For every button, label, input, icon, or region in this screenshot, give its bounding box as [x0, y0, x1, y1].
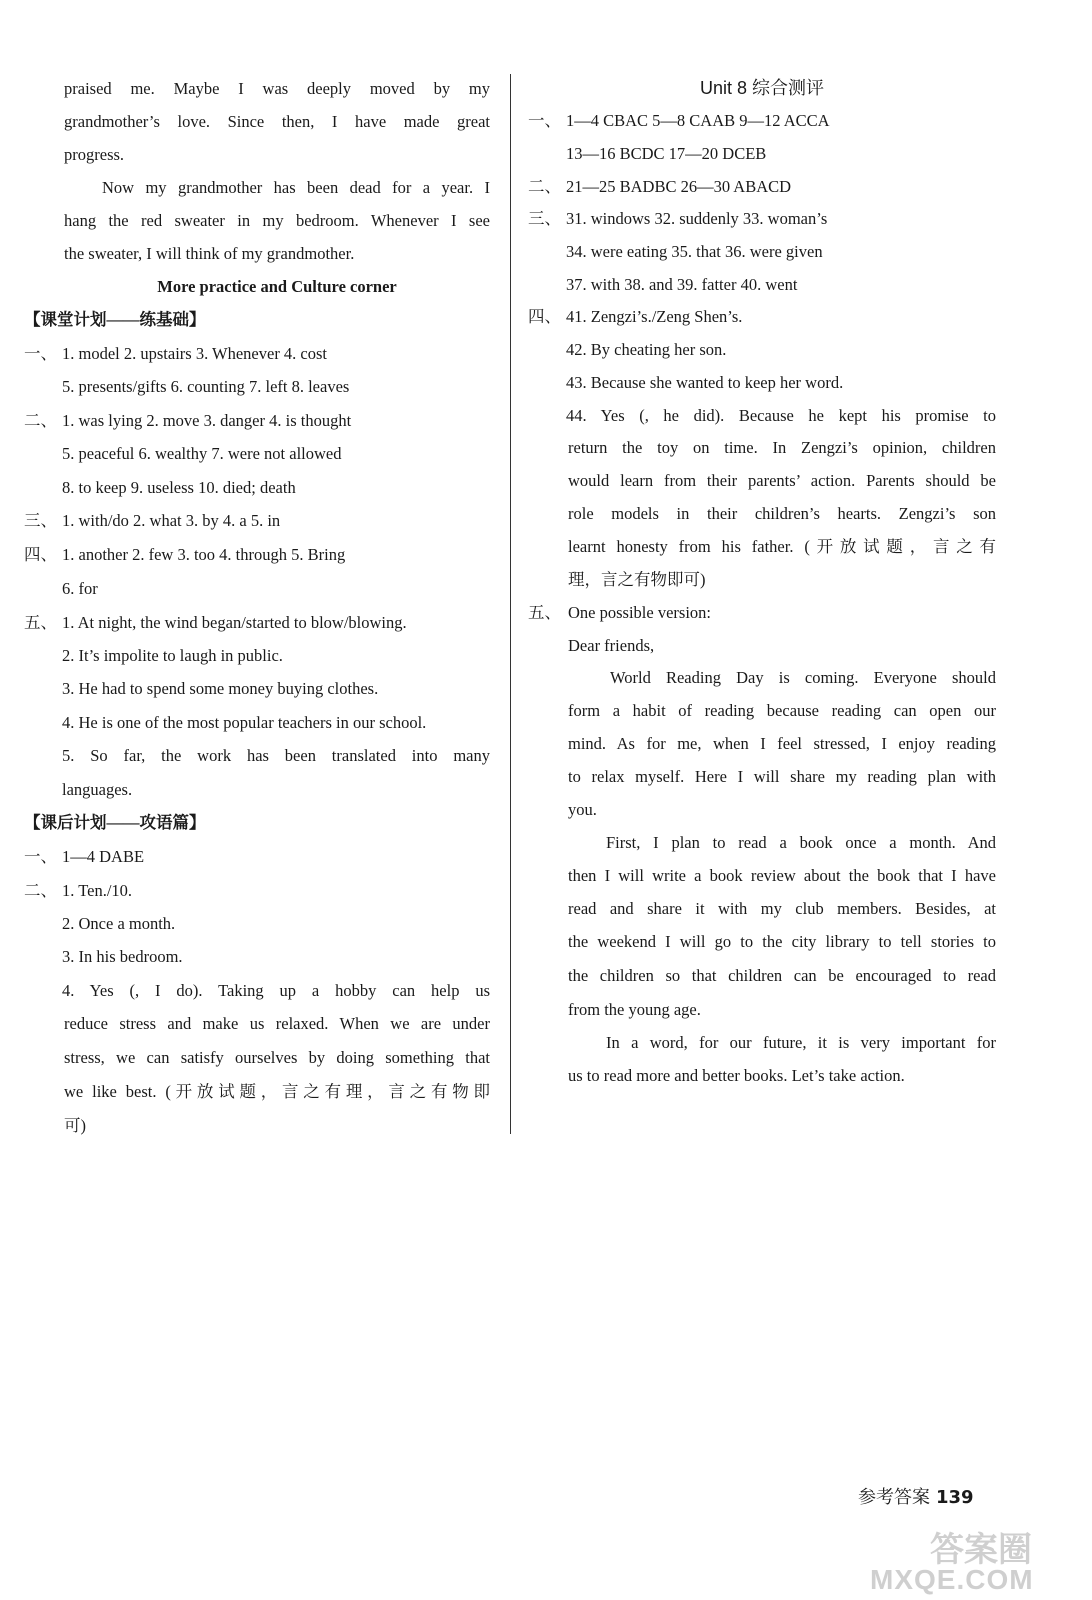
answer-line: 3. In his bedroom.: [62, 947, 183, 966]
answer-line: return the toy on time. In Zengzi’s opinion, children: [568, 438, 996, 457]
essay-line: the weekend I will go to the city library to tell stories to: [568, 932, 996, 951]
answer-line: 1—4 CBAC 5—8 CAAB 9—12 ACCA: [566, 111, 830, 130]
essay-line: the children so that children can be encouraged to read: [568, 966, 996, 985]
answer-line: learnt honesty from his father. (开放试题，言之有: [568, 537, 996, 556]
essay-line: World Reading Day is coming. Everyone should: [610, 668, 996, 687]
answer-line: 2. Once a month.: [62, 914, 176, 933]
section-title: More practice and Culture corner: [157, 277, 397, 296]
answer-line: role models in their children’s hearts. Zengzi’s son: [568, 504, 996, 523]
essay-line: you.: [568, 800, 597, 819]
answer-line: 37. with 38. and 39. fatter 40. went: [566, 275, 798, 294]
answer-line: 1. with/do 2. what 3. by 4. a 5. in: [62, 511, 281, 530]
page-footer: [858, 1483, 998, 1509]
question-mark: 五、: [528, 603, 561, 622]
after-plan-heading: 【课后计划——攻语篇】: [24, 813, 206, 832]
answer-line: 6. for: [62, 579, 98, 598]
question-mark: 二、: [528, 177, 561, 196]
unit-title: Unit 8 综合测评: [699, 78, 825, 98]
watermark-logo-text: 答案圈: [930, 1531, 1032, 1569]
answer-line: 4. He is one of the most popular teachers in our school.: [62, 713, 427, 732]
answer-line: 1. another 2. few 3. too 4. through 5. Bring: [62, 545, 346, 564]
question-mark: 四、: [24, 545, 57, 564]
class-plan-heading: 【课堂计划——练基础】: [24, 310, 206, 329]
answer-line: stress, we can satisfy ourselves by doing something that: [64, 1048, 490, 1067]
page-number: 139: [936, 1487, 974, 1508]
essay-line: read and share it with my club members. Besides, at: [568, 899, 996, 918]
answer-line: 31. windows 32. suddenly 33. woman’s: [566, 209, 828, 228]
answer-line: One possible version:: [568, 603, 711, 622]
essay-line: us to read more and better books. Let’s take action.: [568, 1066, 905, 1085]
answer-line: 1. was lying 2. move 3. danger 4. is thought: [62, 411, 352, 430]
answer-line: 1. model 2. upstairs 3. Whenever 4. cost: [62, 344, 328, 363]
essay-line: from the young age.: [568, 1000, 701, 1019]
answer-line: 5. peaceful 6. wealthy 7. were not allowed: [62, 444, 342, 463]
answer-line: reduce stress and make us relaxed. When we are under: [64, 1014, 490, 1033]
answer-line: 42. By cheating her son.: [566, 340, 727, 359]
essay-line: to relax myself. Here I will share my reading plan with: [568, 767, 996, 786]
essay-line: First, I plan to read a book once a month. And: [606, 833, 996, 852]
answer-line: 5. presents/gifts 6. counting 7. left 8. leaves: [62, 377, 350, 396]
answer-line: would learn from their parents’ action. Parents should be: [568, 471, 996, 490]
answer-line: 44. Yes (, he did). Because he kept his promise to: [566, 406, 996, 425]
text-line: progress.: [64, 145, 125, 164]
essay-line: mind. As for me, when I feel stressed, I enjoy reading: [568, 734, 996, 753]
text-line: the sweater, I will think of my grandmother.: [64, 244, 355, 263]
essay-line: In a word, for our future, it is very important for: [606, 1033, 996, 1052]
answer-line: 4. Yes (, I do). Taking up a hobby can help us: [62, 981, 490, 1000]
answer-line: 2. It’s impolite to laugh in public.: [62, 646, 283, 665]
answer-line: 43. Because she wanted to keep her word.: [566, 373, 844, 392]
question-mark: 一、: [528, 111, 561, 130]
answer-line: 理，言之有物即可): [568, 570, 706, 589]
question-mark: 三、: [528, 209, 561, 228]
question-mark: 三、: [24, 511, 57, 530]
question-mark: 一、: [24, 847, 57, 866]
text-line: hang the red sweater in my bedroom. Whenever I see: [64, 211, 490, 230]
essay-line: form a habit of reading because reading can open our: [568, 701, 996, 720]
answer-line: 41. Zengzi’s./Zeng Shen’s.: [566, 307, 743, 326]
answer-line: 1. Ten./10.: [62, 881, 133, 900]
answer-line: 可): [64, 1116, 86, 1135]
text-line: Now my grandmother has been dead for a year. I: [102, 178, 490, 197]
essay-line: then I will write a book review about the book that I have: [568, 866, 996, 885]
text-line: praised me. Maybe I was deeply moved by my: [64, 79, 490, 98]
answer-line: 8. to keep 9. useless 10. died; death: [62, 478, 296, 497]
answer-line: languages.: [62, 780, 133, 799]
text-line: grandmother’s love. Since then, I have made great: [64, 112, 490, 131]
answer-line: 5. So far, the work has been translated into many: [62, 746, 490, 765]
question-mark: 五、: [24, 613, 57, 632]
answer-line: 21—25 BADBC 26—30 ABACD: [566, 177, 792, 196]
answer-line: we like best. (开放试题，言之有理，言之有物即: [64, 1082, 490, 1101]
question-mark: 一、: [24, 344, 57, 363]
answer-line: 34. were eating 35. that 36. were given: [566, 242, 823, 261]
answer-line: 3. He had to spend some money buying clothes.: [62, 679, 379, 698]
question-mark: 四、: [528, 307, 561, 326]
question-mark: 二、: [24, 881, 57, 900]
column-divider: [510, 74, 511, 1134]
answer-line: Dear friends,: [568, 636, 655, 655]
answer-line: 1. At night, the wind began/started to blow/blowing.: [62, 613, 407, 632]
answer-line: 1—4 DABE: [62, 847, 145, 866]
watermark-url: MXQE.COM: [870, 1564, 1034, 1595]
answer-line: 13—16 BCDC 17—20 DCEB: [566, 144, 767, 163]
footer-label: 参考答案: [858, 1487, 930, 1508]
watermark: [870, 1522, 1080, 1594]
question-mark: 二、: [24, 411, 57, 430]
